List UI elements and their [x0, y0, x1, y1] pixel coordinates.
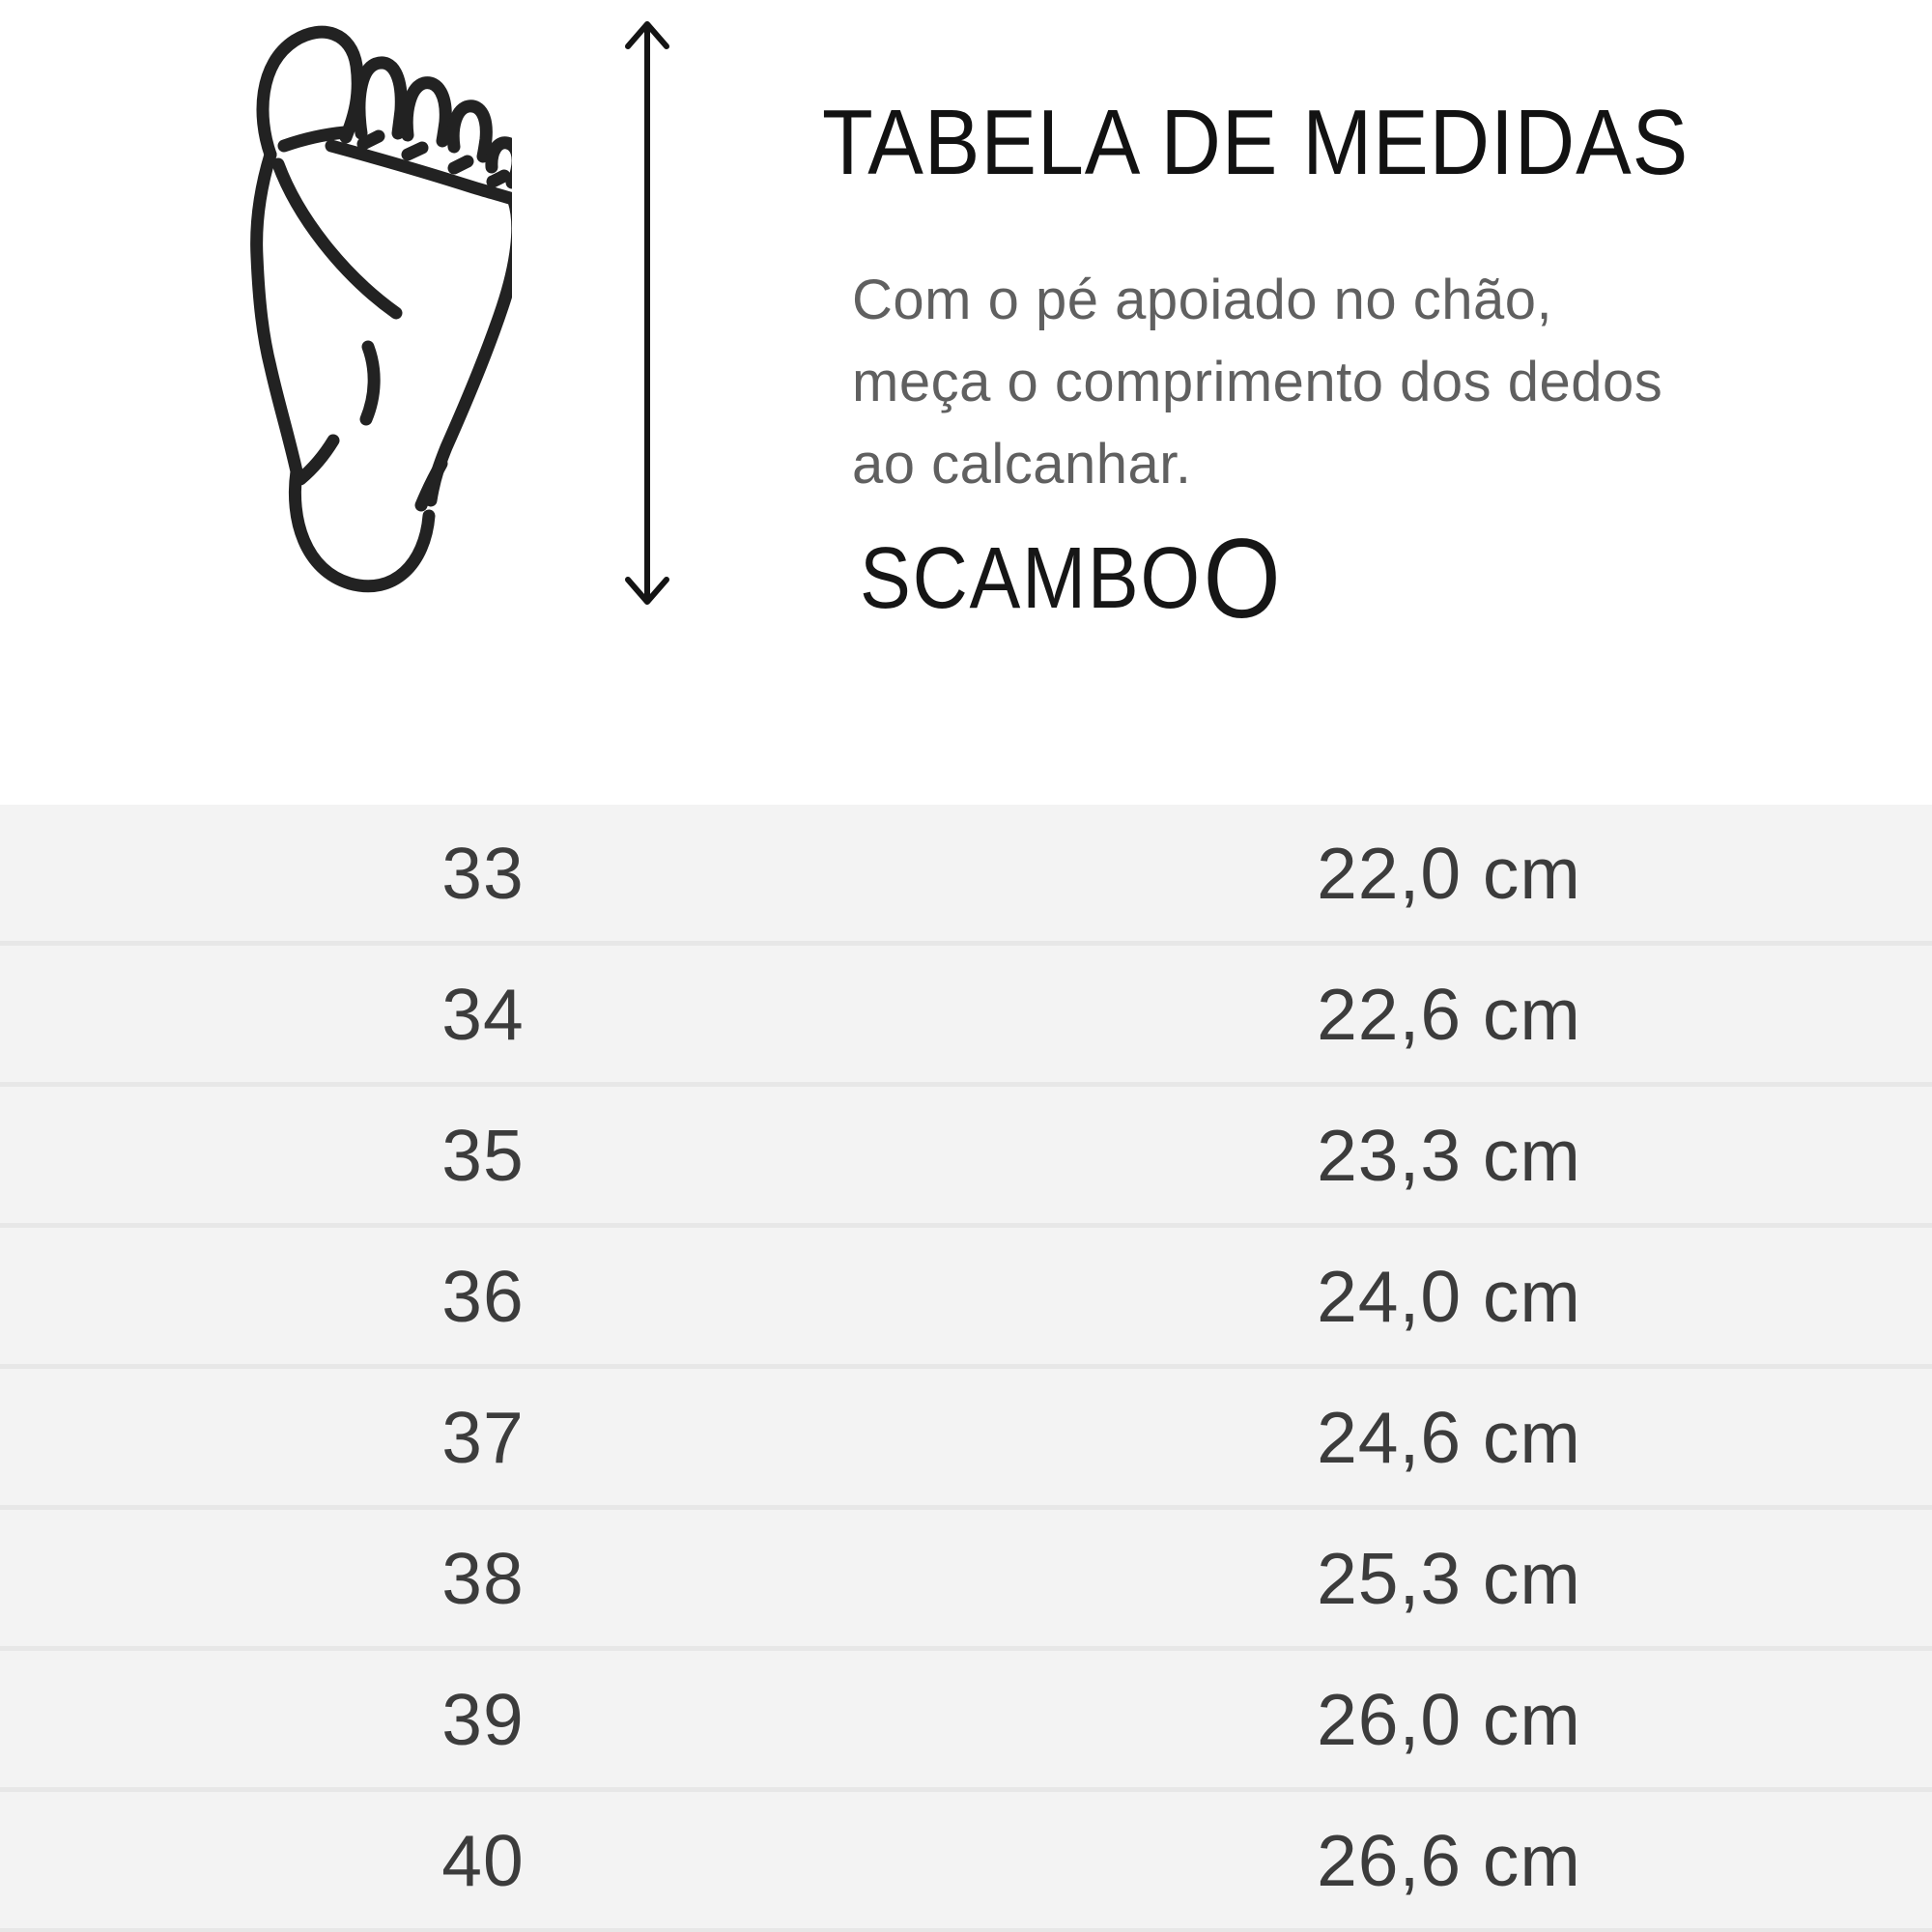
size-cell: 39: [441, 1678, 525, 1760]
table-row: [0, 1228, 1932, 1369]
instruction-line: Com o pé apoiado no chão,: [852, 269, 1553, 331]
instruction-line: meça o comprimento dos dedos: [852, 351, 1663, 413]
brand-logo: [860, 515, 1283, 641]
table-row: [0, 1087, 1932, 1228]
size-cell: 34: [441, 973, 525, 1055]
length-cell: 23,3 cm: [1317, 1114, 1581, 1196]
length-cell: 22,0 cm: [1317, 832, 1581, 914]
table-row: [0, 1510, 1932, 1651]
size-table: [0, 805, 1932, 1932]
table-row: [0, 946, 1932, 1087]
size-cell: 37: [441, 1396, 525, 1478]
measure-arrow-icon: [622, 15, 672, 610]
brand-logo-accent-o: O: [1203, 515, 1283, 641]
length-cell: 26,0 cm: [1317, 1678, 1581, 1760]
length-cell: 24,0 cm: [1317, 1255, 1581, 1337]
length-cell: 26,6 cm: [1317, 1819, 1581, 1901]
table-row: [0, 805, 1932, 946]
table-row: [0, 1792, 1932, 1932]
table-row: [0, 1369, 1932, 1510]
brand-logo-text: SCAMBO: [860, 529, 1202, 627]
size-cell: 40: [441, 1819, 525, 1901]
size-cell: 36: [441, 1255, 525, 1337]
table-row: [0, 1651, 1932, 1792]
instructions: [852, 259, 1662, 505]
page-title: TABELA DE MEDIDAS: [822, 91, 1690, 194]
instruction-line: ao calcanhar.: [852, 433, 1192, 496]
length-cell: 25,3 cm: [1317, 1537, 1581, 1619]
foot-sole-icon: [242, 17, 512, 597]
size-cell: 35: [441, 1114, 525, 1196]
length-cell: 24,6 cm: [1317, 1396, 1581, 1478]
length-cell: 22,6 cm: [1317, 973, 1581, 1055]
size-cell: 33: [441, 832, 525, 914]
size-cell: 38: [441, 1537, 525, 1619]
